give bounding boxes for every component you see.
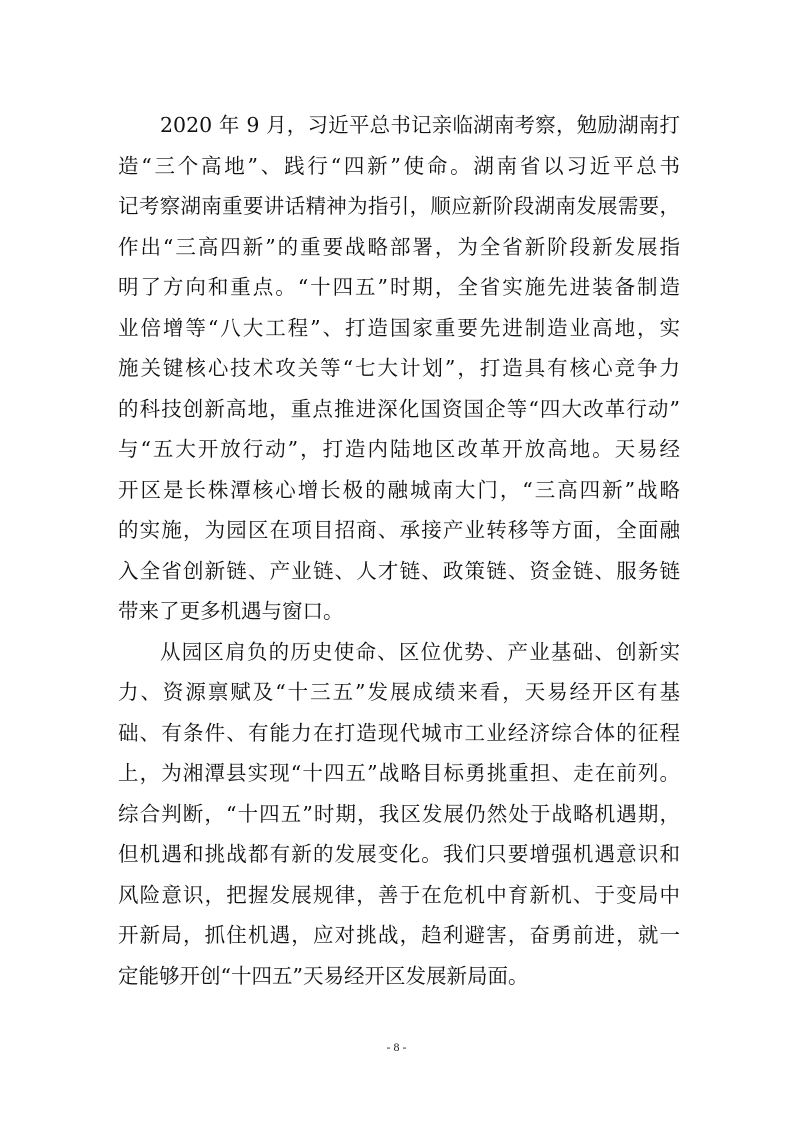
paragraph-line: 但机遇和挑战都有新的发展变化。我们只要增强机遇意识和 [118,842,680,866]
paragraph-line: 的实施，为园区在项目招商、承接产业转移等方面，全面融 [118,518,680,542]
paragraph-line: 开新局，抓住机遇，应对挑战，趋利避害，奋勇前进，就一 [118,923,680,947]
paragraph-line: 业倍增等“八大工程”、打造国家重要先进制造业高地，实 [118,316,680,340]
paragraph-line: 综合判断，“十四五”时期，我区发展仍然处于战略机遇期， [118,802,680,826]
paragraph-line: 作出“三高四新”的重要战略部署，为全省新阶段新发展指 [118,235,680,259]
paragraph-line: 明了方向和重点。“十四五”时期，全省实施先进装备制造 [118,275,680,299]
paragraph-line: 上，为湘潭县实现“十四五”战略目标勇挑重担、走在前列。 [118,761,680,785]
paragraph-line: 2020 年 9 月，习近平总书记亲临湖南考察，勉励湖南打 [160,113,680,137]
paragraph-line: 从园区肩负的历史使命、区位优势、产业基础、创新实 [160,640,680,664]
paragraph-line: 力、资源禀赋及“十三五”发展成绩来看，天易经开区有基 [118,680,680,704]
paragraph-line: 与“五大开放行动”，打造内陆地区改革开放高地。天易经 [118,437,680,461]
paragraph-line: 带来了更多机遇与窗口。 [118,599,344,623]
paragraph-line: 开区是长株潭核心增长极的融城南大门，“三高四新”战略 [118,478,680,502]
paragraph-line: 造“三个高地”、践行“四新”使命。湖南省以习近平总书 [118,154,680,178]
paragraph-line: 础、有条件、有能力在打造现代城市工业经济综合体的征程 [118,721,680,745]
paragraph-line: 定能够开创“十四五”天易经开区发展新局面。 [118,964,529,988]
paragraph-line: 的科技创新高地，重点推进深化国资国企等“四大改革行动” [118,397,680,421]
paragraph-line: 风险意识，把握发展规律，善于在危机中育新机、于变局中 [118,883,680,907]
paragraph-line: 入全省创新链、产业链、人才链、政策链、资金链、服务链 [118,559,680,583]
page-number: - 8 - [386,1040,407,1054]
paragraph-line: 施关键核心技术攻关等“七大计划”，打造具有核心竞争力 [118,356,680,380]
paragraph-line: 记考察湖南重要讲话精神为指引，顺应新阶段湖南发展需要， [118,194,680,218]
